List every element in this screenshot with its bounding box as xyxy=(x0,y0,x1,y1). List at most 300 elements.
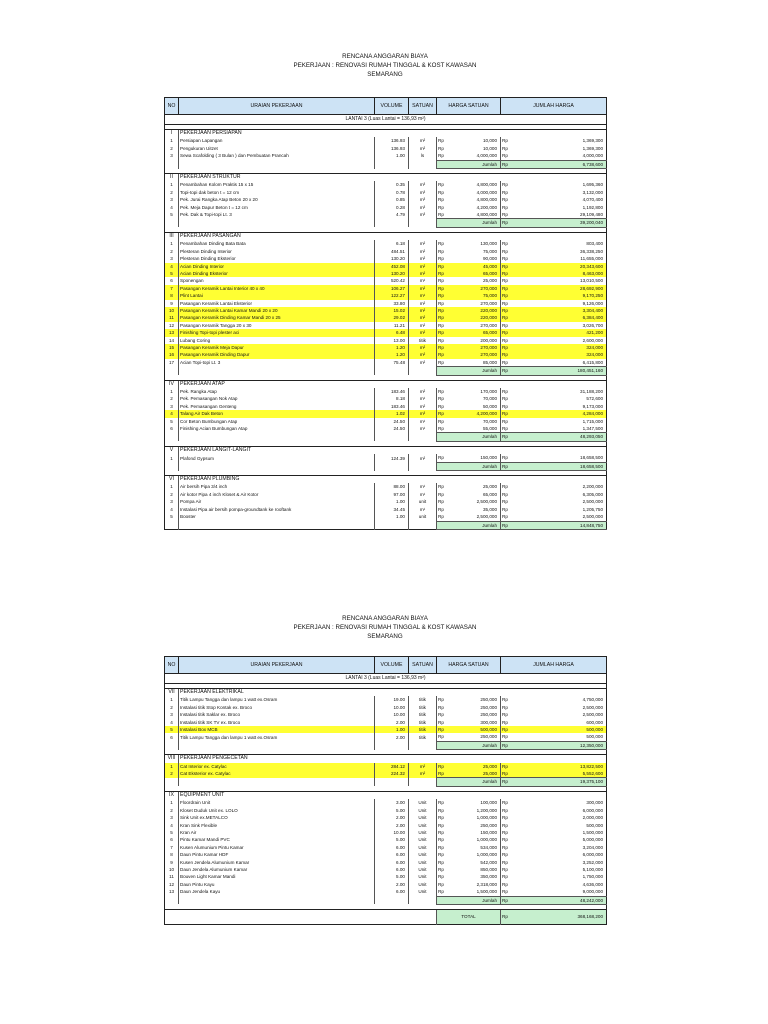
item-number: 4 xyxy=(165,263,179,270)
section-sum-row xyxy=(165,367,607,375)
item-volume: 15.02 xyxy=(375,307,409,314)
item-total-price: 324,000 xyxy=(511,344,607,351)
item-currency-unit-price: Rp xyxy=(437,888,447,896)
item-description: Pasangan Keramik Dinding Kamar Mandi 20 x 25 xyxy=(179,314,375,321)
item-unit-price: 170,000 xyxy=(480,389,498,394)
col-header-jumlah-harga: JUMLAH HARGA xyxy=(501,657,607,674)
item-number: 5 xyxy=(170,418,173,424)
item-currency-unit-price: Rp xyxy=(437,483,447,490)
empty-cell xyxy=(165,741,179,749)
item-unit: titik xyxy=(409,696,437,703)
item-total-price: 300,000 xyxy=(586,800,604,806)
item-unit-price: 270,000 xyxy=(447,351,501,358)
section-sum-label: Jumlah xyxy=(437,778,501,786)
item-description: Pompa Air xyxy=(179,498,375,505)
item-currency-total: Rp xyxy=(501,888,511,896)
item-unit-price: 4,000,000 xyxy=(476,153,498,159)
item-description: Cat Interior ex. Catylac xyxy=(179,763,375,770)
item-total-price: 9,000,000 xyxy=(582,889,604,895)
item-total-price: 500,000 xyxy=(586,734,604,740)
item-unit: m¹ xyxy=(409,418,437,425)
column-header-row xyxy=(165,657,607,674)
rab-table xyxy=(164,97,607,530)
item-volume: 5.00 xyxy=(375,873,409,880)
table-row xyxy=(165,454,607,462)
item-total-price: 6,415,800 xyxy=(582,359,604,365)
section-number: VI xyxy=(165,476,179,484)
item-number: 7 xyxy=(165,285,179,292)
item-total-price: 3,132,000 xyxy=(582,189,604,195)
rab-table-body xyxy=(165,98,607,530)
item-volume: 1.00 xyxy=(375,726,409,733)
item-volume: 136.93 xyxy=(375,145,409,152)
item-description: Plesteran Dinding Interior xyxy=(179,248,375,255)
table-row xyxy=(165,145,607,152)
section-sum-row xyxy=(165,462,607,470)
table-row xyxy=(165,292,607,299)
section-sum-row xyxy=(165,521,607,529)
item-number: 5 xyxy=(165,726,179,733)
item-unit-price: 50,000 xyxy=(482,403,498,409)
item-volume: 2.00 xyxy=(375,881,409,888)
item-total-price: 9,126,000 xyxy=(582,300,604,306)
section-sum-value: 180,451,160 xyxy=(511,367,607,375)
section-sum-value: 19,375,100 xyxy=(511,778,607,786)
item-currency-unit-price: Rp xyxy=(437,418,447,425)
item-number: 6 xyxy=(170,837,173,843)
table-row xyxy=(165,137,607,144)
item-volume: 33.80 xyxy=(375,300,409,307)
item-description: Topi-topi dak beton t = 12 cm xyxy=(179,189,375,196)
item-description: Kusen Alumunium Pintu Kamar xyxy=(179,844,375,851)
table-row xyxy=(165,513,607,521)
table-row xyxy=(165,851,607,858)
empty-cell xyxy=(409,219,437,227)
item-unit-price: 70,000 xyxy=(482,396,498,402)
item-total-price: 4,284,000 xyxy=(511,410,607,417)
item-number: 1 xyxy=(170,182,173,188)
table-row xyxy=(165,822,607,829)
section-sum-currency: Rp xyxy=(501,462,511,470)
item-description: Instalasi Box MCB xyxy=(179,726,375,733)
item-unit-price: 250,000 xyxy=(480,712,498,718)
item-unit-price: 500,000 xyxy=(447,726,501,733)
item-number: 4 xyxy=(170,822,173,828)
empty-cell xyxy=(179,778,375,786)
item-volume: 6.00 xyxy=(375,851,409,858)
item-description: Plint Lantai xyxy=(179,292,375,299)
item-currency-total: Rp xyxy=(501,300,511,307)
item-unit: ls xyxy=(409,152,437,160)
item-currency-unit-price: Rp xyxy=(437,844,447,851)
item-number: 14 xyxy=(168,337,175,343)
item-volume: 1.20 xyxy=(375,344,409,351)
empty-cell xyxy=(375,367,409,375)
section-sum-value: 12,350,000 xyxy=(511,741,607,749)
item-unit-price: 250,000 xyxy=(480,704,498,710)
item-description: Kran Sink Flexible xyxy=(179,822,375,829)
table-row xyxy=(165,204,607,211)
item-number: 13 xyxy=(168,889,175,895)
item-volume: 10.00 xyxy=(375,711,409,718)
empty-cell xyxy=(165,367,179,375)
table-row xyxy=(165,763,607,770)
empty-cell xyxy=(375,433,409,441)
item-unit-price: 150,000 xyxy=(480,829,498,835)
item-unit: m¹ xyxy=(409,292,437,299)
item-unit: titik xyxy=(409,726,437,733)
item-volume: 5.00 xyxy=(375,836,409,843)
table-row xyxy=(165,351,607,358)
item-unit: m² xyxy=(409,145,437,152)
table-row xyxy=(165,388,607,395)
table-row xyxy=(165,211,607,219)
table-row xyxy=(165,425,607,433)
item-currency-total: Rp xyxy=(501,181,511,188)
page-header xyxy=(164,614,606,641)
empty-cell xyxy=(409,462,437,470)
item-unit-price: 300,000 xyxy=(480,719,498,725)
lantai-label: LANTAI 3 (Luas Lantai = 136,93 m²) xyxy=(165,115,607,125)
item-number: 5 xyxy=(170,829,173,835)
item-total-price: 11,655,000 xyxy=(580,256,604,262)
item-currency-unit-price: Rp xyxy=(437,454,447,462)
table-row xyxy=(165,807,607,814)
item-currency-total: Rp xyxy=(501,410,511,417)
item-unit-price: 1,000,000 xyxy=(476,852,498,858)
item-currency-unit-price: Rp xyxy=(437,307,447,314)
item-unit-price: 270,000 xyxy=(447,344,501,351)
item-description: Finishing Topi-topi plester aci xyxy=(179,329,375,336)
item-total-price: 1,750,000 xyxy=(582,874,604,880)
item-currency-unit-price: Rp xyxy=(437,263,447,270)
table-row xyxy=(165,410,607,417)
item-volume: 136.93 xyxy=(375,137,409,144)
item-total-price: 20,343,600 xyxy=(511,263,607,270)
item-currency-unit-price: Rp xyxy=(437,285,447,292)
section-sum-value: 14,848,750 xyxy=(511,521,607,529)
section-name: PEKERJAAN PLUMBING xyxy=(179,476,607,484)
item-total-price: 1,695,360 xyxy=(582,182,604,188)
item-currency-unit-price: Rp xyxy=(437,822,447,829)
item-unit: Unit xyxy=(409,866,437,873)
item-currency-unit-price: Rp xyxy=(437,866,447,873)
item-description: Pek. Rangka Atap xyxy=(179,388,375,395)
section-sum-row xyxy=(165,433,607,441)
table-row xyxy=(165,337,607,344)
item-currency-total: Rp xyxy=(501,248,511,255)
item-number: 6 xyxy=(170,426,173,432)
item-number: 1 xyxy=(170,697,173,703)
item-volume: 6.00 xyxy=(375,844,409,851)
section-sum-value: 48,242,000 xyxy=(511,896,607,904)
table-row xyxy=(165,181,607,188)
item-unit: Unit xyxy=(409,799,437,806)
empty-cell xyxy=(179,521,375,529)
table-row xyxy=(165,498,607,505)
table-row xyxy=(165,248,607,255)
item-currency-total: Rp xyxy=(501,211,511,219)
item-unit-price: 45,000 xyxy=(447,263,501,270)
item-volume: 6.00 xyxy=(375,866,409,873)
item-total-price: 2,500,000 xyxy=(582,712,604,718)
item-unit: m³ xyxy=(409,410,437,417)
empty-cell xyxy=(165,462,179,470)
item-total-price: 500,000 xyxy=(511,726,607,733)
item-unit-price: 270,000 xyxy=(480,322,498,328)
item-unit: m² xyxy=(409,270,437,277)
lantai-row xyxy=(165,674,607,684)
item-number: 10 xyxy=(168,866,175,872)
item-total-price: 9,173,000 xyxy=(582,403,604,409)
item-currency-unit-price: Rp xyxy=(437,359,447,367)
item-unit: titik xyxy=(409,337,437,344)
table-row xyxy=(165,859,607,866)
item-currency-unit-price: Rp xyxy=(437,881,447,888)
empty-cell xyxy=(409,433,437,441)
item-total-price: 3,304,400 xyxy=(511,307,607,314)
col-header-satuan: SATUAN xyxy=(409,98,437,115)
empty-cell xyxy=(409,778,437,786)
empty-cell xyxy=(409,521,437,529)
item-number: 5 xyxy=(165,270,179,277)
item-currency-unit-price: Rp xyxy=(437,255,447,262)
section-sum-label: Jumlah xyxy=(437,367,501,375)
item-unit: m² xyxy=(409,255,437,262)
item-currency-unit-price: Rp xyxy=(437,498,447,505)
item-volume: 13.00 xyxy=(375,337,409,344)
col-header-harga-satuan: HARGA SATUAN xyxy=(437,657,501,674)
item-total-price: 13,822,500 xyxy=(511,763,607,770)
item-currency-total: Rp xyxy=(501,506,511,513)
item-unit: unit xyxy=(409,498,437,505)
table-row xyxy=(165,844,607,851)
item-total-price: 600,000 xyxy=(586,719,604,725)
item-number: 2 xyxy=(170,396,173,402)
section-sum-label: Jumlah xyxy=(437,896,501,904)
item-total-price: 1,205,750 xyxy=(582,506,604,512)
item-unit-price: 4,200,000 xyxy=(447,410,501,417)
section-sum-currency: Rp xyxy=(501,741,511,749)
item-currency-unit-price: Rp xyxy=(437,211,447,219)
section-sum-currency: Rp xyxy=(501,521,511,529)
item-unit: m³ xyxy=(409,204,437,211)
item-number: 9 xyxy=(170,300,173,306)
item-total-price: 2,500,000 xyxy=(582,514,604,520)
item-description: Sewa Scafolding ( 3 Bulan ) dan Pembuatan Prancah xyxy=(179,152,375,160)
item-description: Cor Beton Bumbungan Atap xyxy=(179,418,375,425)
item-unit: m² xyxy=(409,770,437,778)
item-description: Pengukuran Uitzet xyxy=(179,145,375,152)
item-total-price: 2,500,000 xyxy=(582,704,604,710)
table-row xyxy=(165,322,607,329)
item-currency-unit-price: Rp xyxy=(437,248,447,255)
item-volume: 452.08 xyxy=(375,263,409,270)
item-currency-total: Rp xyxy=(501,866,511,873)
item-volume: 1.20 xyxy=(375,351,409,358)
table-row xyxy=(165,770,607,778)
item-currency-unit-price: Rp xyxy=(437,425,447,433)
item-number: 4 xyxy=(170,204,173,210)
section-number: VIII xyxy=(165,755,179,763)
item-currency-total: Rp xyxy=(501,204,511,211)
col-header-satuan: SATUAN xyxy=(409,657,437,674)
item-unit: m¹ xyxy=(409,506,437,513)
item-number: 15 xyxy=(165,344,179,351)
item-description: Instalasi titik SK TV ex. Broco xyxy=(179,719,375,726)
item-total-price: 2,600,000 xyxy=(582,337,604,343)
empty-cell xyxy=(179,896,375,904)
item-currency-unit-price: Rp xyxy=(437,395,447,402)
item-volume: 34.45 xyxy=(375,506,409,513)
item-description: Air bersih Pipa 3/4 inch xyxy=(179,483,375,490)
item-currency-unit-price: Rp xyxy=(437,403,447,410)
item-number: 3 xyxy=(170,712,173,718)
item-unit-price: 25,000 xyxy=(447,770,501,778)
item-volume: 24.50 xyxy=(375,425,409,433)
item-volume: 2.00 xyxy=(375,733,409,741)
item-unit-price: 55,000 xyxy=(482,426,498,432)
item-number: 3 xyxy=(170,403,173,409)
item-unit-price: 2,500,000 xyxy=(476,514,498,520)
item-total-price: 1,347,500 xyxy=(582,426,604,432)
item-volume: 2.00 xyxy=(375,814,409,821)
item-description: Pek. Dak & Topi-topi Lt. 3 xyxy=(179,211,375,219)
item-number: 2 xyxy=(170,807,173,813)
table-row xyxy=(165,814,607,821)
empty-cell xyxy=(375,778,409,786)
empty-cell xyxy=(165,160,179,168)
item-currency-unit-price: Rp xyxy=(437,314,447,321)
section-sum-label: Jumlah xyxy=(437,160,501,168)
empty-cell xyxy=(375,741,409,749)
item-description: Titik Lampu Tangga dan lampu 1 watt ex.Osram xyxy=(179,733,375,741)
table-row xyxy=(165,799,607,806)
item-currency-total: Rp xyxy=(501,799,511,806)
item-unit: m² xyxy=(409,403,437,410)
section-sum-value: 18,658,500 xyxy=(511,462,607,470)
item-currency-total: Rp xyxy=(501,836,511,843)
item-unit-price: 35,000 xyxy=(482,506,498,512)
item-volume: 0.78 xyxy=(375,189,409,196)
item-unit-price: 534,000 xyxy=(480,844,498,850)
project-name: PEKERJAAN : RENOVASI RUMAH TINGGAL & KOST KAWASAN xyxy=(293,624,477,631)
item-number: 11 xyxy=(165,314,179,321)
item-currency-unit-price: Rp xyxy=(437,763,447,770)
section-number: IV xyxy=(165,380,179,388)
item-unit: m² xyxy=(409,314,437,321)
section-sum-label: Jumlah xyxy=(437,433,501,441)
section-header-row xyxy=(165,476,607,484)
table-row xyxy=(165,314,607,321)
table-row xyxy=(165,307,607,314)
item-unit-price: 2,318,000 xyxy=(476,881,498,887)
item-description: Air kotor Pipa 4 inch Kloset & Air Kotor xyxy=(179,491,375,498)
table-row xyxy=(165,263,607,270)
table-row xyxy=(165,873,607,880)
item-total-price: 13,010,500 xyxy=(580,278,604,284)
item-volume: 4.79 xyxy=(375,211,409,219)
item-number: 1 xyxy=(170,389,173,394)
item-total-price: 500,000 xyxy=(586,822,604,828)
item-total-price: 4,000,000 xyxy=(582,153,604,159)
item-currency-unit-price: Rp xyxy=(437,300,447,307)
table-row xyxy=(165,395,607,402)
item-total-price: 29,109,480 xyxy=(580,212,604,218)
item-currency-unit-price: Rp xyxy=(437,836,447,843)
table-row xyxy=(165,726,607,733)
item-description: Pintu Kamar Mandi PVC xyxy=(179,836,375,843)
item-unit-price: 10,000 xyxy=(482,145,498,151)
lantai-label: LANTAI 3 (Luas Lantai = 136,93 m²) xyxy=(165,674,607,684)
item-unit-price: 2,500,000 xyxy=(476,499,498,505)
item-currency-unit-price: Rp xyxy=(437,506,447,513)
item-volume: 19.00 xyxy=(375,696,409,703)
table-row xyxy=(165,719,607,726)
item-number: 3 xyxy=(170,499,173,505)
item-total-price: 3,204,000 xyxy=(582,844,604,850)
item-number: 1 xyxy=(170,484,173,490)
item-volume: 11.21 xyxy=(375,322,409,329)
item-description: Titik Lampu Tangga dan lampu 1 watt ex.Osram xyxy=(179,696,375,703)
item-unit-price: 250,000 xyxy=(480,822,498,828)
col-header-volume: VOLUME xyxy=(375,98,409,115)
item-description: Pasangan Keramik Lantai Interior 40 x 40 xyxy=(179,285,375,292)
item-currency-unit-price: Rp xyxy=(437,829,447,836)
section-sum-row xyxy=(165,741,607,749)
item-volume: 29.02 xyxy=(375,314,409,321)
item-currency-unit-price: Rp xyxy=(437,181,447,188)
item-total-price: 6,000,000 xyxy=(582,807,604,813)
item-total-price: 1,500,000 xyxy=(582,829,604,835)
item-currency-total: Rp xyxy=(501,388,511,395)
item-description: Penambahan Dinding Bata Bata xyxy=(179,240,375,247)
item-currency-unit-price: Rp xyxy=(437,814,447,821)
item-number: 8 xyxy=(170,852,173,858)
item-description: Instalasi titik Stop Kontak ex. Broco xyxy=(179,704,375,711)
item-total-price: 4,750,000 xyxy=(582,697,604,703)
item-unit: m¹ xyxy=(409,395,437,402)
item-currency-unit-price: Rp xyxy=(437,277,447,284)
item-currency-total: Rp xyxy=(501,322,511,329)
item-number: 1 xyxy=(165,763,179,770)
item-unit-price: 4,800,000 xyxy=(476,182,498,188)
empty-cell xyxy=(179,367,375,375)
item-unit: m² xyxy=(409,263,437,270)
item-volume: 75.48 xyxy=(375,359,409,367)
item-currency-unit-price: Rp xyxy=(437,196,447,203)
section-sum-currency: Rp xyxy=(501,367,511,375)
empty-cell xyxy=(179,433,375,441)
item-description: Daun Jendela Alumunium Kamar xyxy=(179,866,375,873)
item-unit-price: 1,000,000 xyxy=(476,815,498,821)
table-row xyxy=(165,196,607,203)
item-description: Kloset Duduk Unit ex. LOLO xyxy=(179,807,375,814)
section-name: PEKERJAAN PERSIAPAN xyxy=(179,130,607,138)
item-currency-total: Rp xyxy=(501,726,511,733)
col-header-desc: URAIAN PEKERJAAN xyxy=(179,657,375,674)
item-volume: 130.20 xyxy=(375,255,409,262)
item-unit: m¹ xyxy=(409,277,437,284)
item-description: Instalasi titik Saklar ex. Broco xyxy=(179,711,375,718)
item-volume: 183.46 xyxy=(375,403,409,410)
table-row xyxy=(165,403,607,410)
table-row xyxy=(165,329,607,336)
item-unit-price: 65,000 xyxy=(447,270,501,277)
table-row xyxy=(165,836,607,843)
item-number: 2 xyxy=(170,145,173,151)
col-header-harga-satuan: HARGA SATUAN xyxy=(437,98,501,115)
